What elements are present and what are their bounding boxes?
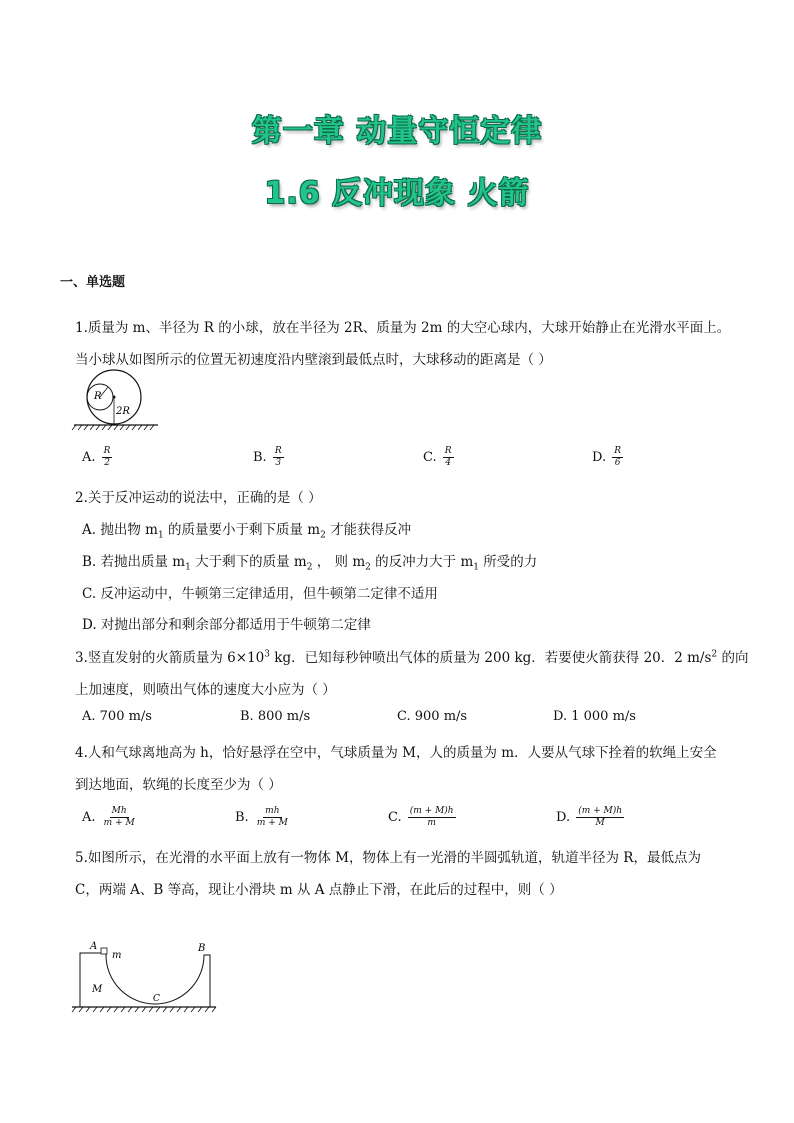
q4-option-c[interactable]: C. $\frac{(m + M)h}{m}$ [388,806,454,828]
q1-line2: 当小球从如图所示的位置无初速度沿内壁滚到最低点时，大球移动的距离是（ ） [75,352,552,368]
q2-stem: 2.关于反冲运动的说法中，正确的是（ ） [75,490,322,506]
q4-line1: 4.人和气球离地高为 h，恰好悬浮在空中，气球质量为 M，人的质量为 m．人要从气球下拴着的软绳上安全 [75,745,717,761]
section-title: 1.6 反冲现象 火箭 [264,176,530,211]
q5-label-b: B [198,943,206,954]
q3-option-a[interactable]: A. 700 m/s [82,709,152,724]
q1-option-d[interactable]: D. $\frac{R}{6}$ [592,446,622,468]
q5-line1: 5.如图所示，在光滑的水平面上放有一物体 M，物体上有一光滑的半圆弧轨道，轨道半径为 R，最低点为 [75,850,701,866]
q1-line1: 1.质量为 m、半径为 R 的小球，放在半径为 2R、质量为 2m 的大空心球内，大球开始静止在光滑水平面上。 [75,320,731,336]
q1-figure [70,368,170,434]
q5-figure [68,935,218,1017]
q1-option-c[interactable]: C. $\frac{R}{4}$ [423,446,452,468]
q5-label-m: m [112,950,122,961]
q1-fig-label-r: R [94,391,102,402]
q1-fig-label-2r: 2R [116,406,130,417]
q5-line2: C，两端 A、B 等高，现让小滑块 m 从 A 点静止下滑，在此后的过程中，则（ ） [75,882,563,898]
q3-option-b[interactable]: B. 800 m/s [240,709,311,724]
q5-label-c: C [153,994,160,1004]
q2-option-d[interactable]: D. 对抛出部分和剩余部分都适用于牛顿第二定律 [82,617,371,633]
q3-option-c[interactable]: C. 900 m/s [397,709,468,724]
q3-line1: 3.竖直发射的火箭质量为 $6\times 10^3$ kg．已知每秒钟喷出气体的质量为 200 kg．若要使火箭获得 20．2 $m/s^2$ 的向 [75,649,749,666]
q1-option-b[interactable]: B. $\frac{R}{3}$ [253,446,282,468]
q5-label-a: A [90,941,98,952]
q3-option-d[interactable]: D. 1 000 m/s [553,709,636,724]
section-label: 一、单选题 [60,275,126,290]
q4-option-d[interactable]: D. $\frac{(m + M)h}{M}$ [556,806,623,828]
q4-option-a[interactable]: A. $\frac{Mh}{m + M}$ [82,806,135,828]
q5-label-bigm: M [92,984,103,995]
q3-line2: 上加速度，则喷出气体的速度大小应为（ ） [75,682,336,698]
q1-option-a[interactable]: A. $\frac{R}{2}$ [82,446,111,468]
q4-option-b[interactable]: B. $\frac{mh}{m + M}$ [235,806,288,828]
chapter-title: 第一章 动量守恒定律 [251,114,543,149]
q2-option-c[interactable]: C. 反冲运动中，牛顿第三定律适用，但牛顿第二定律不适用 [82,586,438,602]
q2-option-a[interactable]: A. 抛出物 $m_1$ 的质量要小于剩下质量 $m_2$ 才能获得反冲 [82,522,412,541]
q2-option-b[interactable]: B. 若抛出质量 $m_1$ 大于剩下的质量 $m_2$ ， 则 $m_2$ 的反冲力大于 $m_1$ 所受的力 [82,554,538,573]
q4-line2: 到达地面，软绳的长度至少为（ ） [75,777,282,793]
